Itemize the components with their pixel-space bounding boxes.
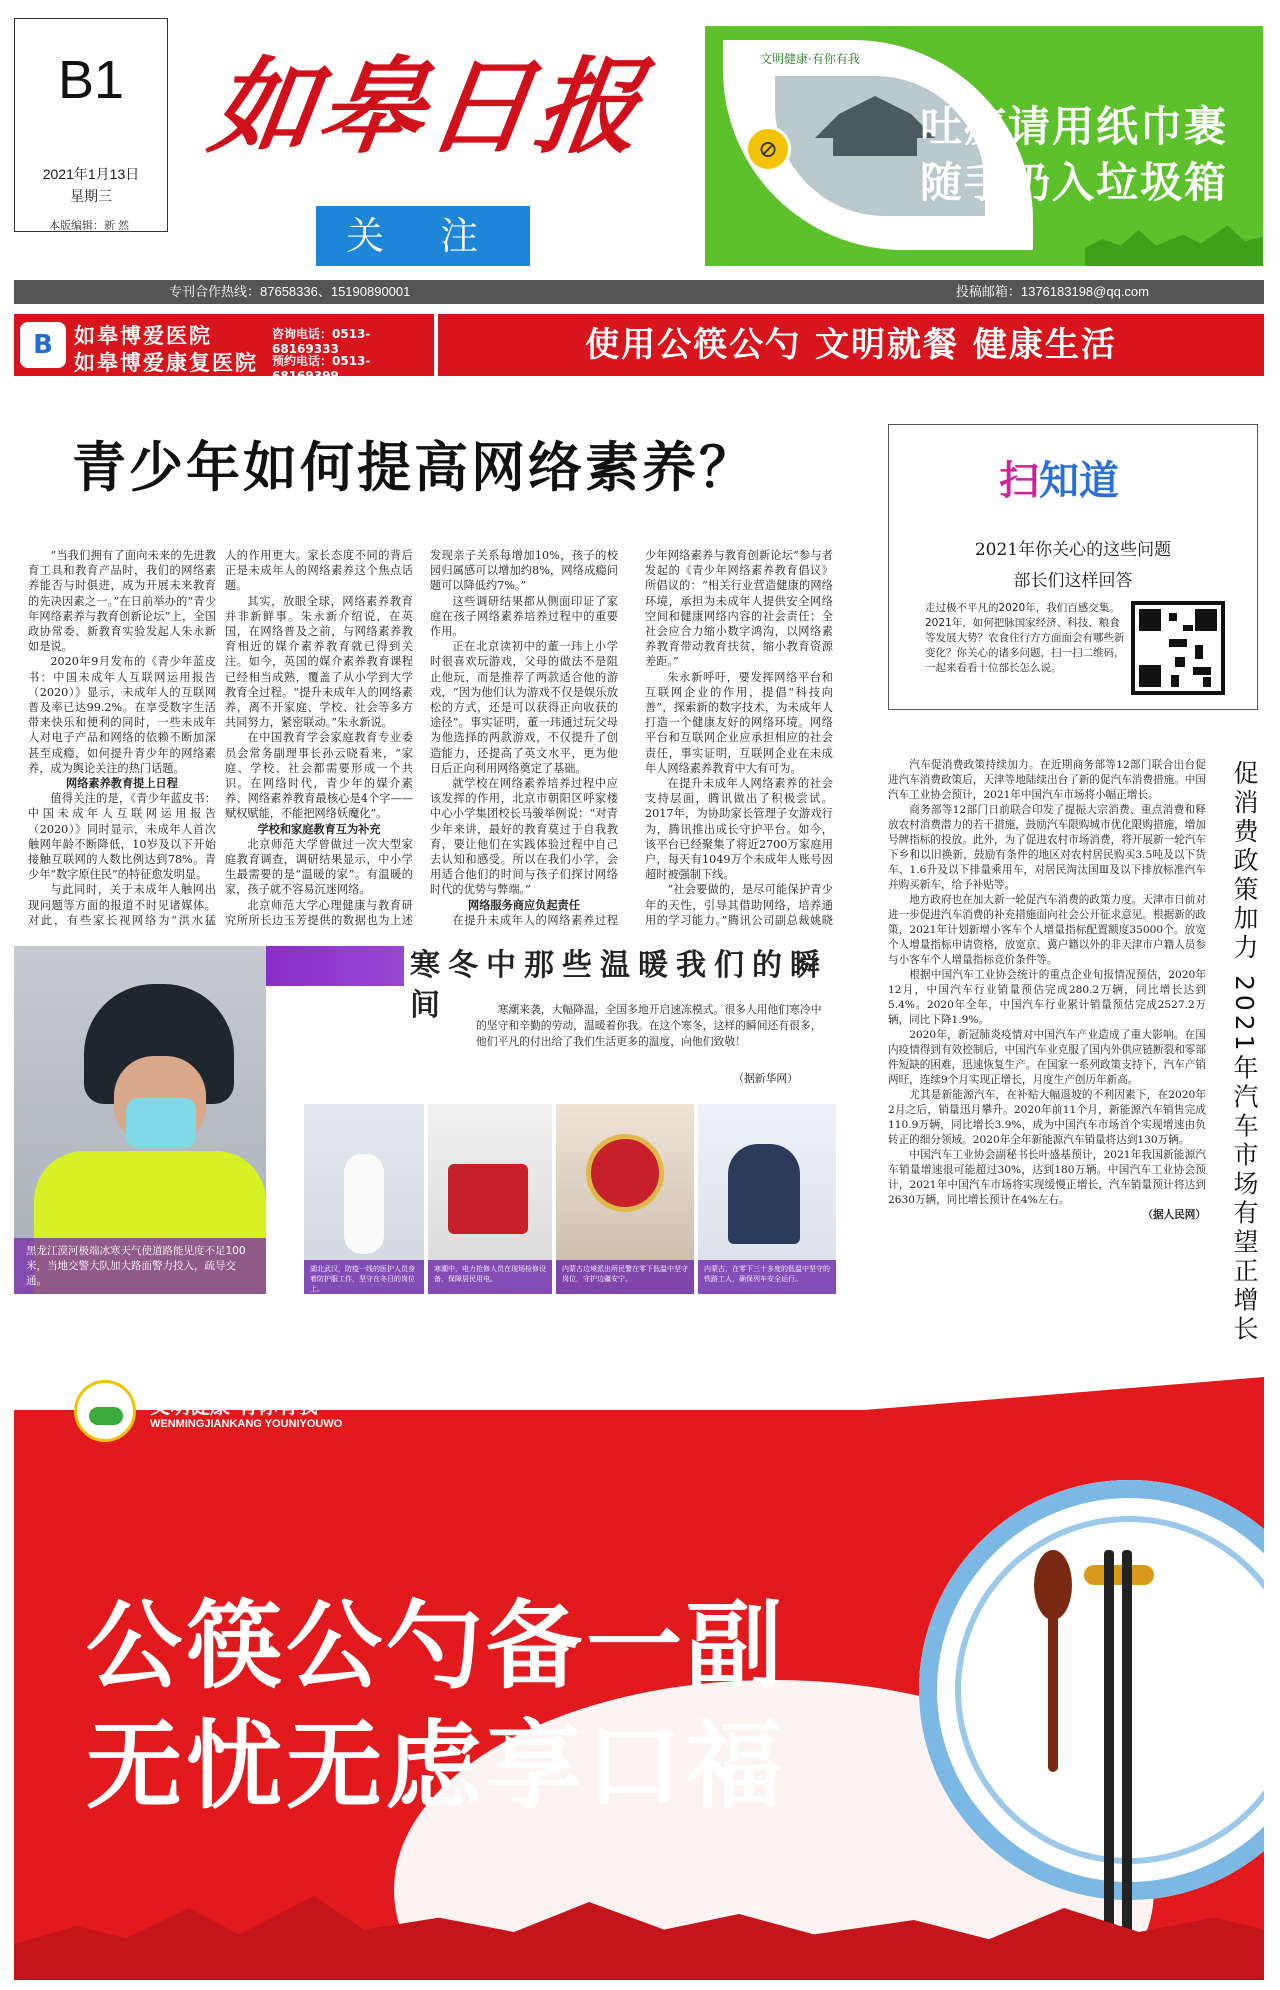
hospital-logo-icon: B: [20, 322, 66, 368]
article-paragraph: 在中国教育学会家庭教育专业委员会常务副理事长孙云晓看来，“家庭、学校、社会都需要形成一个共识。在网络时代，青少年的媒介素养、网络素养教育最核心是4个字——赋权赋能，不能把网络妖魔化”。: [225, 731, 413, 821]
border-police-photo: [556, 1104, 694, 1294]
thumb-caption-4: 内蒙古，在零下三十多度的低温中坚守的铁路工人，确保列车安全运行。: [698, 1260, 836, 1294]
article-paragraph: 北京师范大学心理健康与教育研究所所长边玉芳提供的数据也为上述: [225, 898, 413, 927]
issue-date: 2021年1月13日: [42, 166, 140, 182]
article-paragraph: 在提升未成年人的网络素养过程: [452, 913, 618, 927]
car-article-paragraph: 汽车促消费政策持续加力。在近期商务部等12部门联合出台促进汽车消费政策后，天津等地陆续出台了新的促汽车消费措施。中国汽车工业协会预计，2021年中国汽车市场将小幅正增长。: [888, 759, 1206, 801]
feature-title: 寒冬中那些温暖我们的瞬间: [404, 946, 836, 986]
civil-dining-banner: 使用公筷公勺 文明就餐 健康生活: [438, 314, 1264, 376]
article-column: [28, 548, 216, 928]
feature-intro: 寒潮来袭，大幅降温，全国多地开启速冻模式。很多人用他们寒冷中的坚守和辛勤的劳动，温暖着你我。在这个寒冬，这样的瞬间还有很多，他们平凡的付出给了我们生活更多的温度，向他们致敬！: [476, 1003, 822, 1048]
hospital-ad: [14, 314, 434, 383]
article-paragraph: 与此同时，关于未成年人触网出现问题等方面的报道不时见诸媒体。对此，有些家长视网络为“洪水猛: [28, 883, 216, 927]
scan-promo-box: [888, 424, 1258, 710]
submission-email: 投稿邮箱：1376183198@qq.com: [955, 284, 1149, 299]
article-paragraph: 其实，放眼全球，网络素养教育并非新鲜事。朱永新介绍说，在英国，在网络普及之前，与网络素养教育相近的媒介素养教育就已得到关注。如今，英国的媒介素养教育课程已经相当成熟，覆盖了从小学到大学教育全过程。“提升未成年人的网络素养，离不开家庭、学校、社会等多方共同努力，紧密联动。”朱永新说。: [225, 594, 413, 730]
article-paragraph: 人的作用更大。家长态度不同的背后正是未成年人的网络素养这个焦点话题。: [225, 549, 413, 593]
hospital-name-2: 如皋博爱康复医院: [74, 351, 258, 375]
car-article-paragraph: 中国汽车工业协会副秘书长叶盛基预计，2021年我国新能源汽车销量增速很可能超过30%，达到180万辆。中国汽车工业协会预计，2021年中国汽车市场将实现缓慢正增长，汽车销量预计将达到2630万辆，同比增长预计在4%左右。: [888, 1149, 1206, 1206]
ad-brand-en: WENMINGJIANKANG YOUNIYOUWO: [150, 1418, 343, 1430]
thumb-caption-3: 内蒙古边境派出所民警在零下低温中坚守岗位，守护边疆安宁。: [556, 1260, 694, 1294]
article-paragraph: 这些调研结果都从侧面印证了家庭在孩子网络素养培养过程中的重要作用。: [430, 594, 618, 639]
page-editor: 本版编辑：新 然: [49, 220, 130, 232]
spoon-icon: [1034, 1550, 1072, 1620]
scan-logo-b: 知道: [1039, 458, 1119, 504]
article-column: [645, 548, 833, 928]
medical-worker-photo: [304, 1104, 424, 1294]
article-paragraph: 朱永新呼吁，要发挥网络平台和互联网企业的作用，提倡“科技向善”，探索新的数字技术，为未成年人打造一个健康友好的网络环境。网络平台和互联网企业应承担相应的社会责任，事实证明，互联网企业在未成年人网络素养教育中大有可为。: [645, 670, 833, 775]
issue-weekday: 星期三: [70, 188, 112, 204]
ad-slogan-line1: 公筷公勺备一副: [86, 1590, 786, 1702]
scan-logo-a: 扫: [999, 458, 1039, 504]
pagoda-silhouette: [1085, 221, 1263, 266]
hotline-bar: [14, 280, 1264, 304]
article-paragraph: 值得关注的是，《青少年蓝皮书：中国未成年人互联网运用报告（2020）》同时显示，未成年人首次触网年龄不断降低，10岁及以下开始接触互联网的人数比例达到78%。青少年“数字原住民”的特征愈发明显。: [28, 792, 216, 882]
article-paragraph: “社会要做的，是尽可能保护青少年的天性，引导其借助网络，培养通用的学习能力。”腾讯公司副总裁姚晓: [645, 883, 833, 927]
railway-worker-photo: [698, 1104, 836, 1294]
car-article-paragraph: 尤其是新能源汽车，在补贴大幅退坡的不利因素下，在2020年2月之后，销量迅月攀升。2020年前11个月，新能源汽车销售完成110.9万辆，同比增长3.9%，成为中国汽车市场首个实现增速由负转正的细分领域。2020年全年新能源汽车销量将达到130万辆。: [888, 1089, 1206, 1146]
article-column: [225, 548, 413, 928]
chopstick-icon: [1104, 1550, 1114, 1980]
ad-brand: 文明健康·有你有我: [760, 52, 860, 66]
top-public-ad: [705, 26, 1263, 266]
article-paragraph: 就学校在网络素养培养过程中应该发挥的作用，北京市朝阳区呼家楼中心小学集团校长马骏举例说：“对青少年来讲，最好的教育莫过于自我教育，要让他们在实践体验过程中自己去认知和感受。所以在我们小学，会用适合他们的时间与孩子们探讨网络时代的优势与弊端。”: [430, 777, 618, 897]
edition-number: B1: [57, 50, 125, 110]
chopstick-icon: [1122, 1550, 1132, 1980]
face-mask: [126, 1098, 196, 1148]
thumb-caption-1: 湖北武汉，防疫一线的医护人员身着防护服工作，坚守在冬日的岗位上。: [304, 1260, 424, 1294]
hospital-phone-1: 咨询电话：0513-68169333: [272, 327, 371, 356]
ad-slogan-line2: 无忧无虑享口福: [86, 1710, 786, 1822]
car-article-paragraph: 地方政府也在加大新一轮促汽车消费的政策力度。天津市日前对进一步促进汽车消费的补充措施面向社会公开征求意见。根据新的政策，2021年计划新增小客车个人增量指标配置额度35000个。放宽个人增量指标申请资格，放宽京、冀户籍以外的非天津市户籍人员参与小客车个人增量指标竞价条件等。: [888, 894, 1206, 966]
article-paragraph: 发现亲子关系每增加10%，孩子的校园归属感可以增加约8%，网络成瘾问题可以降低约7%。”: [430, 549, 618, 593]
article-paragraph: 少年网络素养与教育创新论坛”参与者发起的《青少年网络素养教育倡议》所倡议的：“相关行业营造健康的网络环境，承担为未成年人提供安全网络空间和健康网络内容的社会责任；全社会应合力缩小数字鸿沟，以网络素养教育带动教育扶贫，缩小教育资源差距。”: [645, 549, 833, 669]
public-chopsticks-ad: [14, 1350, 1264, 1980]
scan-description: 走过极不平凡的2020年，我们百感交集。2021年，如何把脉国家经济、科技、粮食等发展大势？农食住行方方面面会有哪些新变化？你关心的诸多问题，扫一扫二维码，一起来看看十位部长怎么说。: [925, 602, 1125, 674]
scan-question-2: 部长们这样回答: [1013, 571, 1133, 591]
power-repair-photo: [428, 1104, 552, 1294]
cooperation-hotline: 专刊合作热线：87658336、15190890001: [169, 284, 411, 299]
civilization-logo-icon: [74, 1380, 136, 1442]
main-photo-caption: 黑龙江漠河极端冰寒天气使道路能见度不足100米，当地交警大队加大路面警力投入，疏导交通。: [14, 1238, 266, 1294]
spoon-handle: [1048, 1612, 1058, 1772]
car-market-headline: 促消费政策加力 2021年汽车市场有望正增长: [1230, 760, 1259, 1345]
qr-code[interactable]: [1131, 601, 1225, 695]
hospital-phone-2: 预约电话：0513-68169399: [272, 354, 371, 383]
article-subheading: 网络服务商应负起责任: [468, 898, 580, 912]
feature-source: （据新华网）: [733, 1072, 798, 1085]
article-paragraph: 正在北京读初中的董一玮上小学时很喜欢玩游戏，父母的做法不是阻止他玩，而是推荐了两款适合他的游戏，“因为他们认为游戏不仅是娱乐放松的方式，还是可以获得正向收获的途径”。事实证明，董一玮通过玩父母为他选择的两款游戏，不仅提升了创造能力，还提高了英文水平，更为他日后正向利用网络奠定了基础。: [430, 640, 618, 775]
hospital-name-1: 如皋博爱医院: [74, 324, 212, 348]
car-article-paragraph: 2020年，新冠肺炎疫情对中国汽车产业造成了重大影响。在国内疫情得到有效控制后，中国汽车业克服了国内外供应链断裂和零部件短缺的困难，迅速恢复生产。在国家一系列政策支持下，汽车产销两旺，连续9个月实现正增长，月度生产创历年新高。: [888, 1029, 1206, 1086]
chopstick-rest-icon: [1084, 1565, 1154, 1585]
ad-slogan-line1: 吐痰请用纸巾裹: [920, 102, 1229, 151]
car-article-paragraph: 根据中国汽车工业协会统计的重点企业旬报情况预估，2020年12月，中国汽车行业销量预估完成280.2万辆，同比增长达到5.4%。2020年全年，中国汽车行业累计销量预估完成2527.2万辆，同比下降1.9%。: [888, 969, 1206, 1026]
article-paragraph: “当我们拥有了面向未来的先进教育工具和教育产品时，我们的网络素养能否与时俱进，成为开展未来教育的先决因素之一。”在日前举办的“青少年网络素养与教育创新论坛”上，全国政协常委、新教育实验发起人朱永新如是说。: [28, 549, 216, 654]
no-spitting-icon: ⊘: [745, 126, 791, 172]
article-paragraph: 在提升未成年人网络素养的社会支持层面，腾讯做出了积极尝试。2017年，为协助家长管理子女游戏行为，腾讯推出成长守护平台。如今，该平台已经聚集了将近2700万家庭用户，每天有1049万个未成年人账号因超时被强制下线。: [645, 777, 833, 882]
scan-logo: [999, 449, 1119, 506]
ad-slogan-line2: 随手扔入垃圾箱: [920, 158, 1229, 207]
edition-box: [14, 18, 168, 232]
article-column: [430, 548, 618, 928]
section-label: 关 注: [316, 206, 530, 266]
article-paragraph: 2020年9月发布的《青少年蓝皮书：中国未成年人互联网运用报告（2020）》显示，未成年人的互联网普及率已达99.2%。在享受数字生活带来快乐和便利的同时，一些未成年人对电子产品和网络的依赖不断加深甚至成瘾，如何提升青少年的网络素养，成为舆论关注的热门话题。: [28, 655, 216, 775]
thumb-caption-2: 寒潮中，电力抢修人员在现场检修设备，保障居民用电。: [428, 1260, 552, 1294]
article-headline: 青少年如何提高网络素养？: [72, 435, 756, 499]
traffic-police-photo: [14, 946, 266, 1294]
article-subheading: 学校和家庭教育互为补充: [257, 822, 381, 836]
car-market-article: [888, 758, 1206, 1303]
article-paragraph: 北京师范大学曾做过一次大型家庭教育调查，调研结果显示，中小学生最需要的是“温暖的家”。有温暖的家，孩子就不容易沉迷网络。: [225, 837, 413, 897]
scan-question-1: 2021年你关心的这些问题: [974, 540, 1172, 560]
car-article-source: （据人民网）: [1142, 1209, 1206, 1221]
article-subheading: 网络素养教育提上日程: [66, 777, 178, 791]
ad-brand-cn: 文明健康·有你有我: [150, 1394, 318, 1418]
car-article-paragraph: 商务部等12部门日前联合印发了提振大宗消费、重点消费和释放农村消费潜力的若干措施，鼓励汽车限购城市优化限购措施，增加号牌指标的投放。此外，为了促进农村市场消费，将开展新一轮汽车下乡和以旧换新，鼓励有条件的地区对农村居民购买3.5吨及以下货车、1.6升及以下排量乘用车，对居民淘汰国Ⅲ及以下排放标准汽车并购买新车，给予补贴等。: [888, 804, 1206, 891]
photo-feature: [14, 946, 836, 1294]
newspaper-logo: 如皋日报: [203, 45, 653, 168]
